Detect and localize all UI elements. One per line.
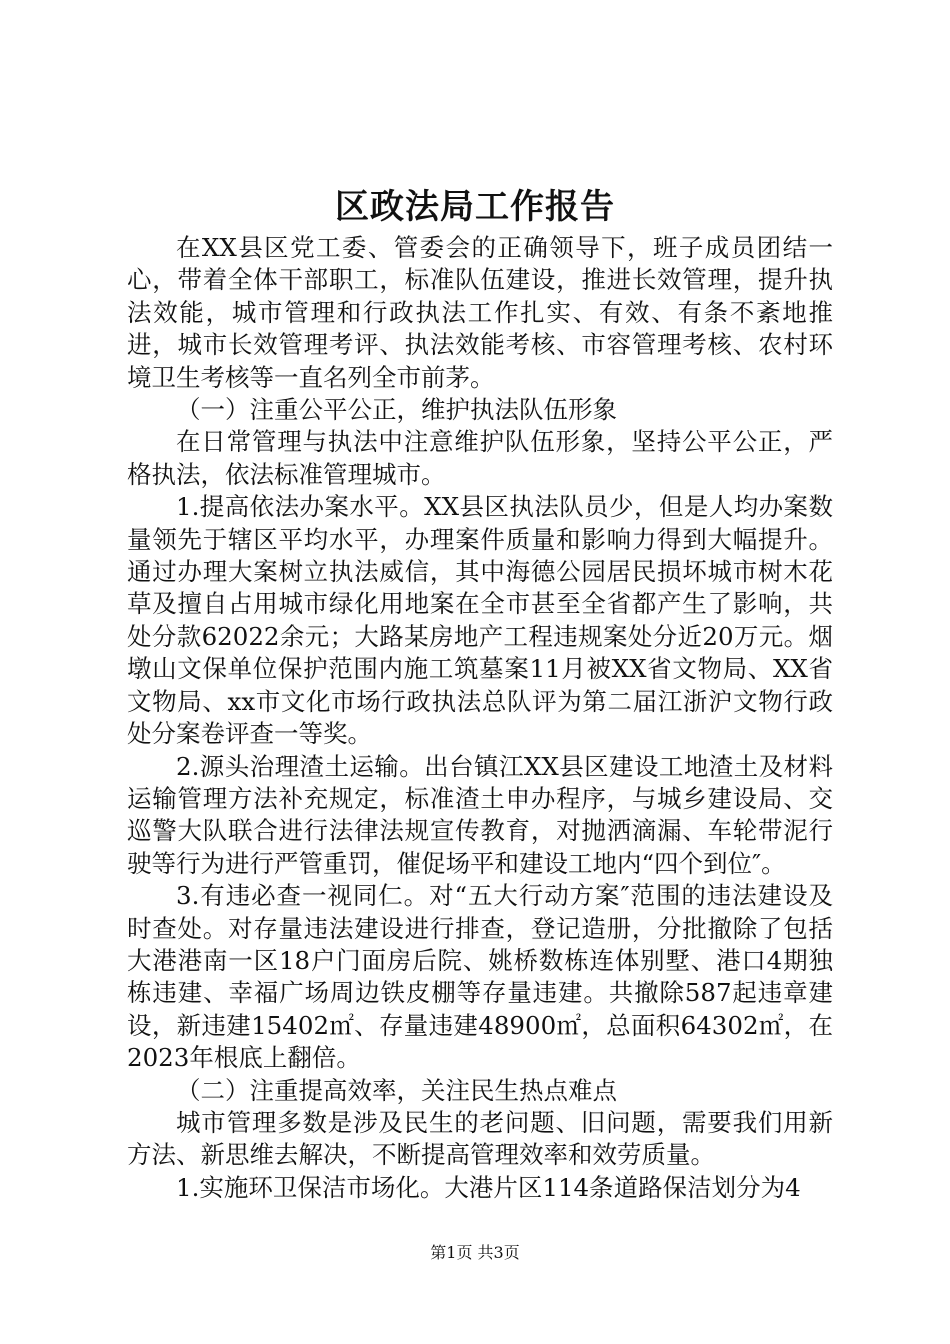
document-body bbox=[127, 232, 833, 1204]
paragraph: 2.源头治理渣土运输。出台镇江XX县区建设工地渣土及材料运输管理方法补充规定，标准渣土申办程序，与城乡建设局、交巡警大队联合进行法律法规宣传教育，对抛洒滴漏、车轮带泥行驶等行为进行严管重罚，催促场平和建设工地内“四个到位″。 bbox=[127, 751, 833, 878]
paragraph-intro: 在XX县区党工委、管委会的正确领导下，班子成员团结一心，带着全体干部职工，标准队伍建设，推进长效管理，提升执法效能，城市管理和行政执法工作扎实、有效、有条不紊地推进，城市长效管理考评、执法效能考核、市容管理考核、农村环境卫生考核等一直名列全市前茅。 bbox=[127, 233, 833, 392]
paragraph: 在日常管理与执法中注意维护队伍形象，坚持公平公正，严格执法，依法标准管理城市。 bbox=[127, 427, 833, 489]
paragraph: 3.有违必查一视同仁。对“五大行动方案″范围的违法建设及时查处。对存量违法建设进行排查，登记造册，分批撤除了包括大港港南一区18户门面房后院、姚桥数栋连体别墅、港口4期独栋违建、幸福广场周边铁皮棚等存量违建。共撤除587起违章建设，新违建15402㎡、存量违建48900㎡，总面积64302㎡，在2023年根底上翻倍。 bbox=[127, 881, 833, 1073]
section-heading-2: （二）注重提高效率，关注民生热点难点 bbox=[176, 1075, 617, 1105]
page-footer: 第1页 共3页 bbox=[430, 1243, 520, 1262]
document-title: 区政法局工作报告 bbox=[335, 187, 615, 227]
paragraph: 城市管理多数是涉及民生的老问题、旧问题，需要我们用新方法、新思维去解决，不断提高管理效率和效劳质量。 bbox=[127, 1107, 833, 1170]
paragraph: 1.实施环卫保洁市场化。大港片区114条道路保洁划分为4 bbox=[176, 1172, 801, 1202]
section-heading-1: （一）注重公平公正，维护执法队伍形象 bbox=[176, 395, 617, 425]
paragraph: 1.提高依法办案水平。XX县区执法队员少，但是人均办案数量领先于辖区平均水平，办理案件质量和影响力得到大幅提升。通过办理大案树立执法威信，其中海德公园居民损坏城市树木花草及擅自占用城市绿化用地案在全市甚至全省都产生了影响，共处分款62022余元；大路某房地产工程违规案处分近20万元。烟墩山文保单位保护范围内施工筑墓案11月被XX省文物局、XX省文物局、xx市文化市场行政执法总队评为第二届江浙沪文物行政处分案卷评查一等奖。 bbox=[127, 492, 833, 749]
